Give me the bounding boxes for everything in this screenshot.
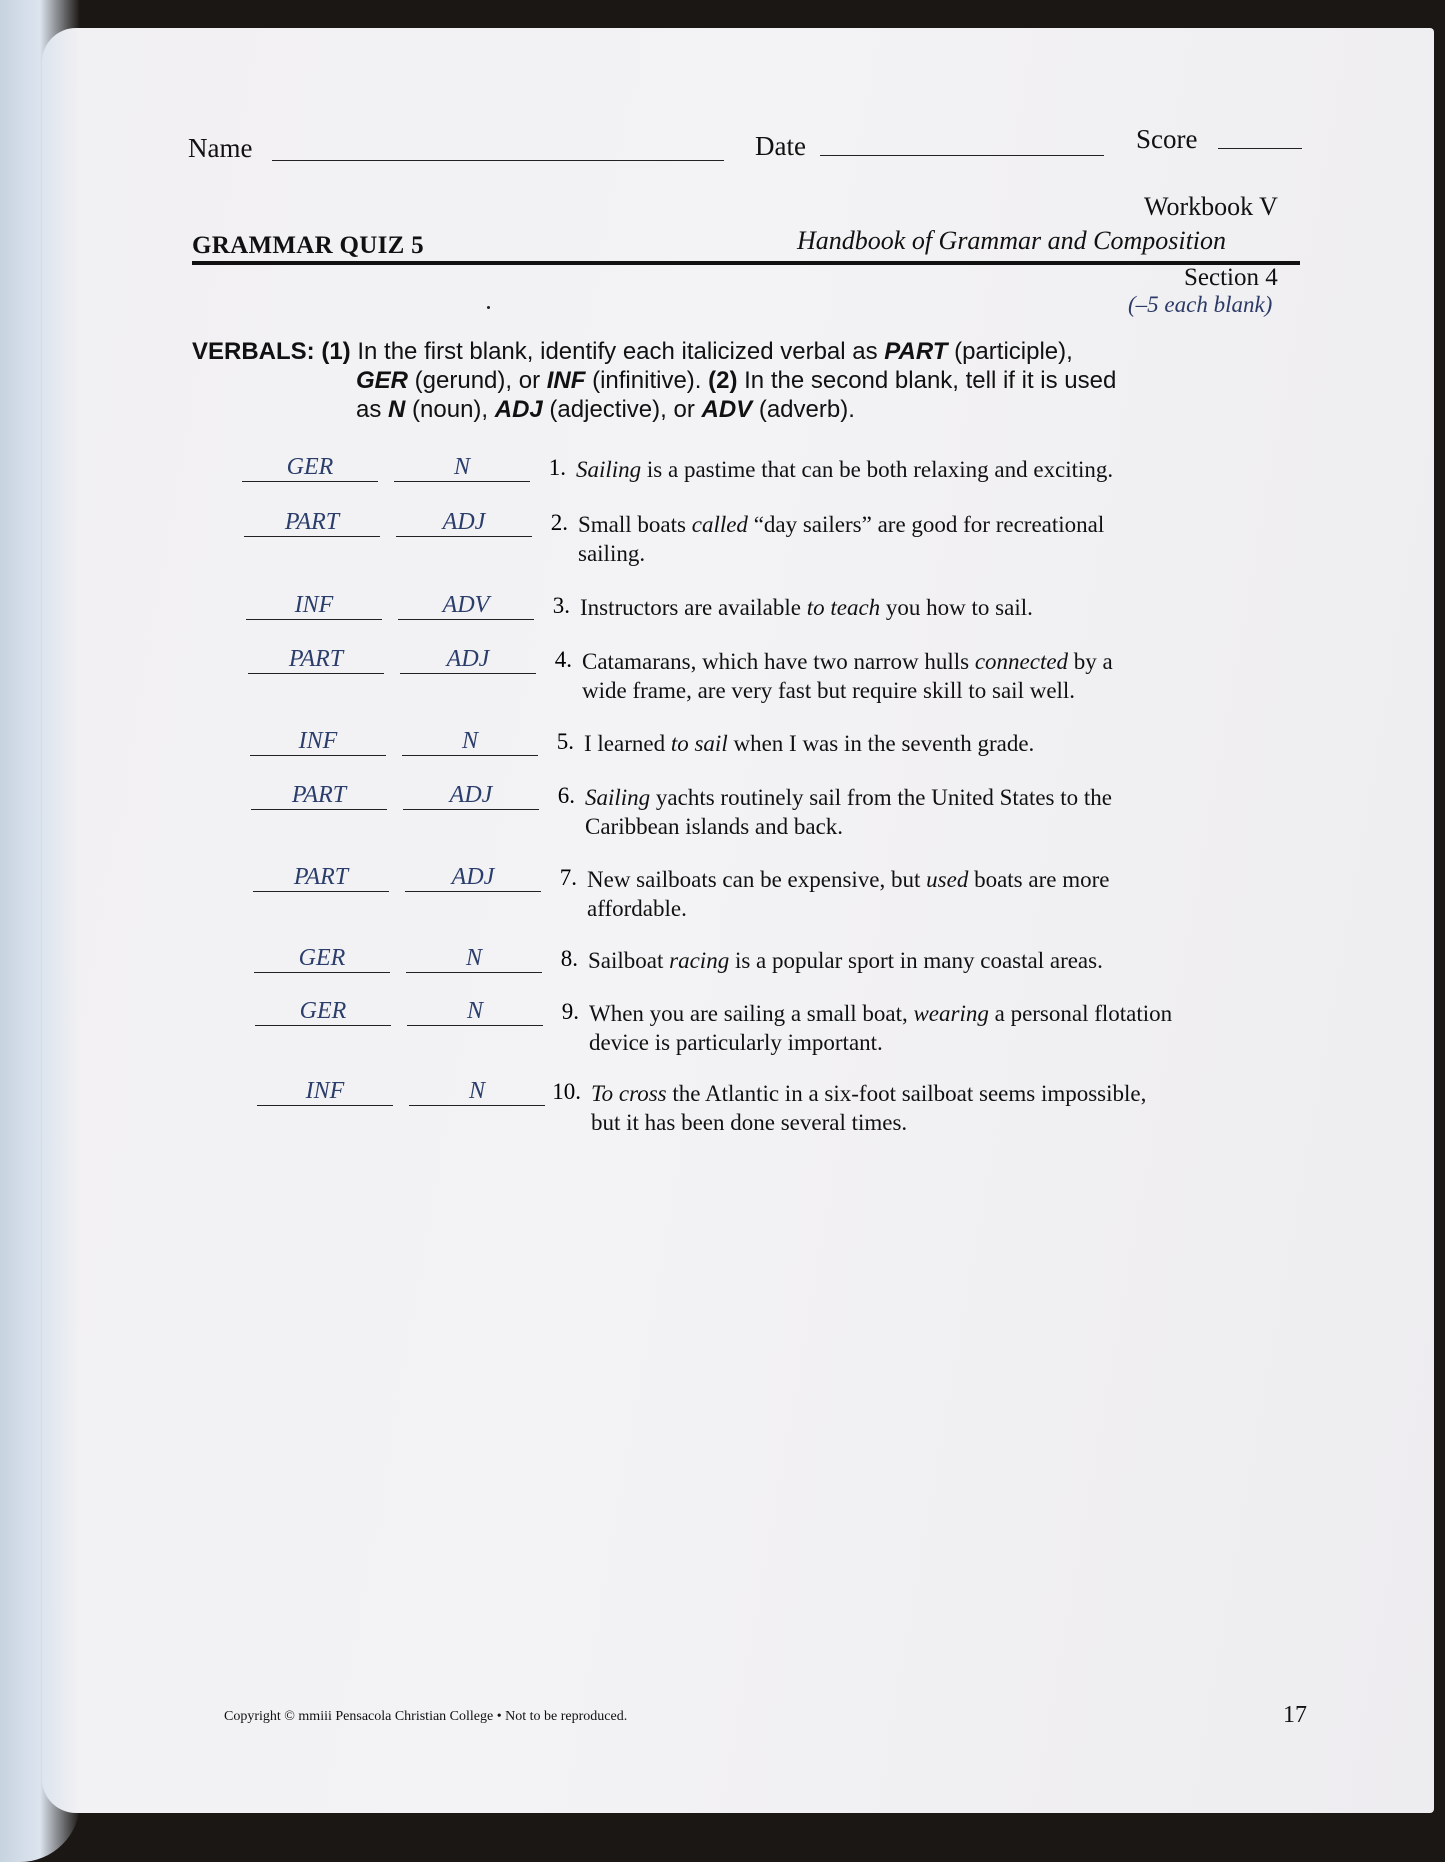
instr-text-3: (gerund), or [408, 367, 547, 394]
workbook-label: Workbook V [1144, 192, 1278, 221]
instr-text-2: (participle), [947, 338, 1073, 365]
section-label: Section 4 [1184, 264, 1278, 291]
item-sentence [591, 1079, 1146, 1137]
sentence-text: is a pastime that can be both relaxing and exciting. [641, 457, 1114, 482]
item-sentence [584, 729, 1034, 758]
verbal-use-blank[interactable]: N [409, 1077, 545, 1106]
sentence-line [591, 1079, 1146, 1108]
sentence-line [578, 539, 1104, 568]
sentence-text: When you are sailing a small boat, [589, 1001, 914, 1026]
item-number: 10. [552, 1079, 581, 1104]
quiz-item [255, 997, 1315, 1057]
copyright-footer: Copyright © mmiii Pensacola Christian College • Not to be reproduced. [224, 1709, 628, 1724]
sentence-line [589, 999, 1172, 1028]
sentence-line [578, 510, 1104, 539]
instr-key-adv: ADV [701, 396, 753, 423]
title-rule [192, 261, 1300, 265]
quiz-item [244, 508, 1304, 568]
sentence-line [588, 946, 1103, 975]
instructions [192, 337, 1252, 424]
quiz-item [242, 453, 1302, 513]
quiz-item [251, 781, 1311, 841]
date-label: Date [755, 131, 806, 161]
italic-verbal: Sailing [585, 785, 651, 810]
sentence-line [585, 783, 1112, 812]
verbal-type-blank[interactable]: GER [242, 453, 378, 482]
item-number: 4. [554, 647, 572, 672]
item-sentence [578, 510, 1104, 568]
verbal-use-blank[interactable]: ADJ [403, 781, 539, 810]
sentence-text: Small boats [578, 512, 692, 537]
instr-text-7: (noun), [405, 396, 495, 423]
sentence-text: Catamarans, which have two narrow hulls [582, 649, 975, 674]
sentence-text: device is particularly important. [589, 1030, 883, 1055]
verbal-type-blank[interactable]: PART [244, 508, 380, 537]
sentence-text: the Atlantic in a six-foot sailboat seems impossible, [666, 1081, 1147, 1106]
handbook-title: Handbook of Grammar and Composition [797, 226, 1227, 255]
quiz-item [248, 645, 1308, 705]
instr-lead: VERBALS: [192, 338, 315, 365]
sentence-text: when I was in the seventh grade. [727, 731, 1035, 756]
sentence-text: wide frame, are very fast but require skill to sail well. [582, 678, 1076, 703]
sentence-line [589, 1028, 1172, 1057]
instr-num-2: (2) [708, 367, 738, 394]
instr-key-inf: INF [546, 367, 586, 394]
verbal-use-blank[interactable]: N [406, 944, 542, 973]
italic-verbal: Sailing [576, 457, 642, 482]
verbal-use-blank[interactable]: ADJ [400, 645, 536, 674]
sentence-text: I learned [584, 731, 671, 756]
quiz-item [250, 727, 1310, 787]
instr-text-6: as [356, 396, 389, 423]
instr-text-9: (adverb). [752, 396, 855, 423]
name-line [272, 160, 724, 161]
score-line [1218, 148, 1302, 149]
quiz-item [257, 1077, 1317, 1137]
sentence-line [576, 455, 1113, 484]
quiz-item [254, 944, 1314, 1004]
sentence-line [584, 729, 1034, 758]
italic-verbal: connected [974, 649, 1069, 674]
item-sentence [582, 647, 1113, 705]
italic-verbal: used [926, 867, 969, 892]
sentence-line [582, 647, 1113, 676]
item-sentence [576, 455, 1113, 484]
score-label: Score [1136, 124, 1198, 154]
verbal-use-blank[interactable]: ADJ [405, 863, 541, 892]
sentence-line [580, 593, 1033, 622]
item-number: 3. [552, 593, 570, 618]
sentence-text: yachts routinely sail from the United States to the [650, 785, 1112, 810]
item-sentence [580, 593, 1033, 622]
verbal-type-blank[interactable]: INF [246, 591, 382, 620]
sentence-text: “day sailers” are good for recreational [747, 512, 1105, 537]
item-sentence [589, 999, 1172, 1057]
sentence-line [585, 812, 1112, 841]
sentence-text: but it has been done several times. [591, 1110, 908, 1135]
instr-num-1: (1) [321, 338, 351, 365]
instr-text-1: In the first blank, identify each italicized verbal as [350, 338, 885, 365]
sentence-text: Instructors are available [580, 595, 807, 620]
item-number: 9. [561, 999, 579, 1024]
verbal-type-blank[interactable]: GER [255, 997, 391, 1026]
sentence-text: sailing. [578, 541, 646, 566]
item-number: 1. [548, 455, 566, 480]
points-note: (–5 each blank) [1128, 292, 1273, 317]
item-number: 7. [559, 865, 577, 890]
item-number: 2. [550, 510, 568, 535]
verbal-type-blank[interactable]: PART [248, 645, 384, 674]
italic-verbal: called [691, 512, 748, 537]
verbal-type-blank[interactable]: PART [251, 781, 387, 810]
italic-verbal: to sail [670, 731, 728, 756]
item-sentence [587, 865, 1109, 923]
item-number: 6. [557, 783, 575, 808]
sentence-text: a personal flotation [988, 1001, 1173, 1026]
instr-key-ger: GER [356, 367, 409, 394]
name-label: Name [188, 133, 253, 163]
sentence-text: Sailboat [588, 948, 670, 973]
verbal-type-blank[interactable]: INF [250, 727, 386, 756]
date-line [820, 155, 1104, 156]
stray-dot [487, 306, 490, 309]
sentence-line [582, 676, 1113, 705]
verbal-type-blank[interactable]: INF [257, 1077, 393, 1106]
instr-key-adj: ADJ [494, 396, 543, 423]
verbal-use-blank[interactable]: N [407, 997, 543, 1026]
sentence-text: you how to sail. [880, 595, 1033, 620]
quiz-title: GRAMMAR QUIZ 5 [192, 232, 424, 259]
instr-text-8: (adjective), or [542, 396, 702, 423]
item-number: 8. [560, 946, 578, 971]
italic-verbal: wearing [913, 1001, 989, 1026]
verbal-use-blank[interactable]: N [394, 453, 530, 482]
sentence-text: Caribbean islands and back. [585, 814, 844, 839]
quiz-item [253, 863, 1313, 923]
instr-key-part: PART [884, 338, 948, 365]
sentence-text: affordable. [587, 896, 687, 921]
sentence-line [587, 894, 1109, 923]
sentence-line [587, 865, 1109, 894]
sentence-text: is a popular sport in many coastal areas. [729, 948, 1103, 973]
instr-text-4: (infinitive). [585, 367, 709, 394]
item-sentence [585, 783, 1112, 841]
verbal-type-blank[interactable]: PART [253, 863, 389, 892]
italic-verbal: To cross [591, 1081, 667, 1106]
item-sentence [588, 946, 1103, 975]
verbal-use-blank[interactable]: ADJ [396, 508, 532, 537]
verbal-use-blank[interactable]: ADV [398, 591, 534, 620]
sentence-line [591, 1108, 1146, 1137]
italic-verbal: to teach [806, 595, 881, 620]
sentence-text: boats are more [968, 867, 1110, 892]
instr-text-5: In the second blank, tell if it is used [737, 367, 1117, 394]
verbal-type-blank[interactable]: GER [254, 944, 390, 973]
instr-key-n: N [388, 396, 406, 423]
quiz-item [246, 591, 1306, 651]
sentence-text: New sailboats can be expensive, but [587, 867, 927, 892]
page-number: 17 [1283, 1702, 1307, 1728]
verbal-use-blank[interactable]: N [402, 727, 538, 756]
sentence-text: by a [1068, 649, 1113, 674]
item-number: 5. [556, 729, 574, 754]
italic-verbal: racing [669, 948, 730, 973]
